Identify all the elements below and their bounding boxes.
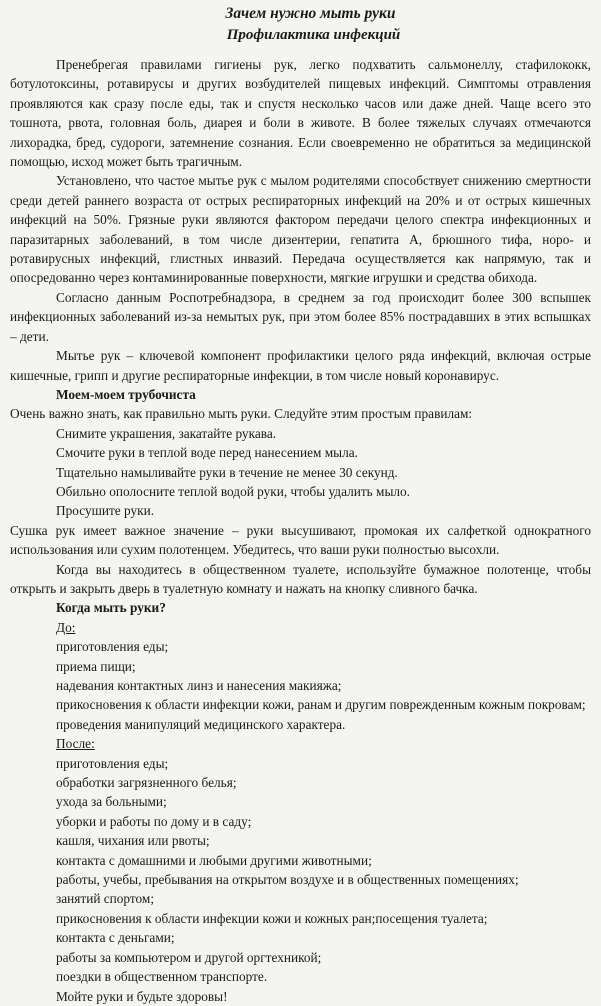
document-subtitle: Профилактика инфекций [226, 27, 401, 43]
list-item: обработки загрязненного белья; [56, 775, 237, 791]
washing-intro: Очень важно знать, как правильно мыть руки. Следуйте этим простым правилам: [10, 406, 473, 422]
washing-steps-list [10, 424, 591, 521]
paragraph-rospotrebnadzor: Согласно данным Роспотребнадзора, в среднем за год происходит более 300 вспышек инфекционных заболеваний из-за немытых рук, при этом более 85% пострадавших в этих вспышках – дети. [10, 289, 591, 344]
list-item: работы за компьютером и другой оргтехникой; [56, 949, 322, 965]
list-item: приема пищи; [56, 658, 136, 674]
list-item: приготовления еды; [56, 755, 169, 771]
list-item: контакта с деньгами; [56, 930, 175, 946]
document-title: Зачем нужно мыть руки [225, 5, 396, 22]
list-item: занятий спортом; [56, 891, 155, 907]
list-item: работы, учебы, пребывания на открытом воздухе и в общественных помещениях; [56, 872, 519, 888]
list-item: контакта с домашними и любыми другими животными; [56, 852, 372, 868]
paragraph-drying: Сушка рук имеет важное значение – руки высушивают, промокая их салфеткой однократного использования или сухим полотенцем. Убедитесь, что ваши руки полностью высохли. [10, 522, 591, 558]
list-item: уборки и работы по дому и в саду; [56, 813, 252, 829]
paragraph-prevention: Мытье рук – ключевой компонент профилактики целого ряда инфекций, включая острые кишечные, грипп и другие респираторные инфекции, в том числе новый коронавирус. [10, 348, 591, 383]
section-heading-when: Когда мыть руки? [56, 600, 166, 616]
list-item: Снимите украшения, закатайте рукава. [56, 425, 277, 441]
list-item: прикосновения к области инфекции кожи, ранам и другим поврежденным кожным покровам; [56, 697, 586, 713]
list-item: приготовления еды; [56, 639, 169, 655]
after-label: После: [56, 736, 95, 752]
closing-line: Мойте руки и будьте здоровы! [56, 988, 228, 1004]
before-label: До: [56, 619, 76, 635]
list-item: прикосновения к области инфекции кожи и кожных ран;посещения туалета; [56, 910, 488, 926]
list-item: кашля, чихания или рвоты; [56, 833, 210, 849]
list-item: Тщательно намыливайте руки в течение не менее 30 секунд. [56, 464, 398, 480]
before-list [10, 637, 591, 734]
list-item: Просушите руки. [56, 503, 155, 519]
paragraph-hygiene-risks: Пренебрегая правилами гигиены рук, легко подхватить сальмонеллу, стафилококк, ботулотоксины, ротавирусы и других возбудителей пищевых инфекций. Симптомы отравления проявляются как сразу после еды, так и спустя несколько часов или даже дней. Чаще всего это тошнота, рвота, головная боль, диарея и боли в животе. В более тяжелых случаях отмечаются лихорадка, бред, судороги, затемнение сознания. Если своевременно не обратиться за медицинской помощью, исход может быть трагичным. [10, 57, 591, 170]
list-item: Смочите руки в теплой воде перед нанесением мыла. [56, 445, 358, 461]
list-item: Обильно ополосните теплой водой руки, чтобы удалить мыло. [56, 483, 410, 499]
list-item: проведения манипуляций медицинского характера. [56, 716, 346, 732]
paragraph-statistics: Установлено, что частое мытье рук с мылом родителями способствует снижению смертности среди детей раннего возраста от острых респираторных инфекций на 20% и от острых кишечных инфекций на 50%. Грязные руки являются фактором передачи целого спектра инфекционных и паразитарных заболеваний, в том числе дизентерии, гепатита А, брюшного тифа, норо- и ротавирусных инфекций, глистных инвазий. Передача осуществляется как напрямую, так и опосредованно через контаминированные поверхности, мягкие игрушки и средства обихода. [10, 173, 591, 286]
list-item: надевания контактных линз и нанесения макияжа; [56, 678, 342, 693]
after-list [10, 754, 591, 987]
list-item: поездки в общественном транспорте. [56, 969, 268, 985]
list-item: ухода за больными; [56, 794, 167, 810]
section-heading-washing: Моем-моем трубочиста [56, 386, 196, 402]
paragraph-public-toilet: Когда вы находитесь в общественном туалете, используйте бумажное полотенце, чтобы открыть и закрыть дверь в туалетную комнату и нажать на кнопку сливного бачка. [10, 561, 591, 596]
